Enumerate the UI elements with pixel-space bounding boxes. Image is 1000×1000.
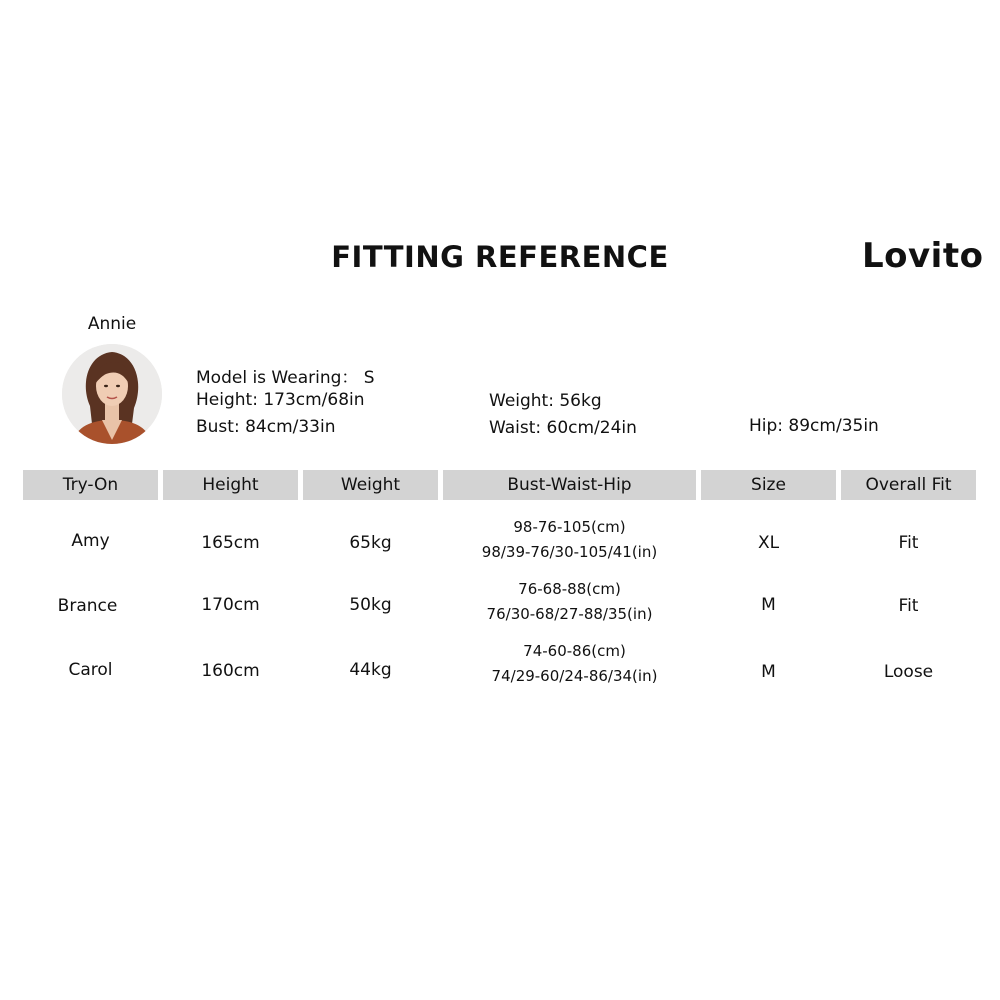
header-try-on: Try-On bbox=[23, 470, 158, 500]
row-carol-bwh-cm: 74-60-86(cm) bbox=[523, 642, 626, 660]
header-weight: Weight bbox=[303, 470, 438, 500]
model-avatar bbox=[62, 344, 162, 444]
page-title: FITTING REFERENCE bbox=[331, 240, 669, 274]
row-brance-name: Brance bbox=[57, 596, 118, 616]
row-brance-height: 170cm bbox=[201, 595, 260, 615]
row-amy-fit: Fit bbox=[898, 533, 919, 553]
model-height: Height: 173cm/68in bbox=[196, 390, 365, 410]
row-carol-name: Carol bbox=[68, 660, 113, 680]
model-name: Annie bbox=[87, 314, 137, 334]
row-brance-bwh-in: 76/30-68/27-88/35(in) bbox=[486, 605, 653, 623]
row-carol-height: 160cm bbox=[201, 661, 260, 681]
row-amy-weight: 65kg bbox=[349, 533, 392, 553]
avatar-portrait-icon bbox=[62, 344, 162, 444]
row-brance-bwh-cm: 76-68-88(cm) bbox=[518, 580, 621, 598]
header-overall-fit: Overall Fit bbox=[841, 470, 976, 500]
row-brance-fit: Fit bbox=[898, 596, 919, 616]
row-carol-size: M bbox=[761, 662, 776, 682]
model-wearing: Model is Wearing： S bbox=[196, 368, 375, 388]
row-brance-weight: 50kg bbox=[349, 595, 392, 615]
header-bust-waist-hip: Bust-Waist-Hip bbox=[443, 470, 696, 500]
brand-logo: Lovito bbox=[862, 236, 984, 276]
row-carol-fit: Loose bbox=[883, 662, 934, 682]
row-carol-bwh-in: 74/29-60/24-86/34(in) bbox=[491, 667, 658, 685]
row-amy-height: 165cm bbox=[201, 533, 260, 553]
model-weight: Weight: 56kg bbox=[489, 391, 602, 411]
model-hip: Hip: 89cm/35in bbox=[749, 416, 879, 436]
row-carol-weight: 44kg bbox=[349, 660, 392, 680]
model-waist: Waist: 60cm/24in bbox=[489, 418, 637, 438]
model-bust: Bust: 84cm/33in bbox=[196, 417, 336, 437]
row-amy-bwh-cm: 98-76-105(cm) bbox=[513, 518, 626, 536]
row-brance-size: M bbox=[761, 595, 776, 615]
row-amy-name: Amy bbox=[71, 531, 110, 551]
row-amy-size: XL bbox=[757, 533, 780, 553]
header-height: Height bbox=[163, 470, 298, 500]
row-amy-bwh-in: 98/39-76/30-105/41(in) bbox=[481, 543, 658, 561]
header-size: Size bbox=[701, 470, 836, 500]
